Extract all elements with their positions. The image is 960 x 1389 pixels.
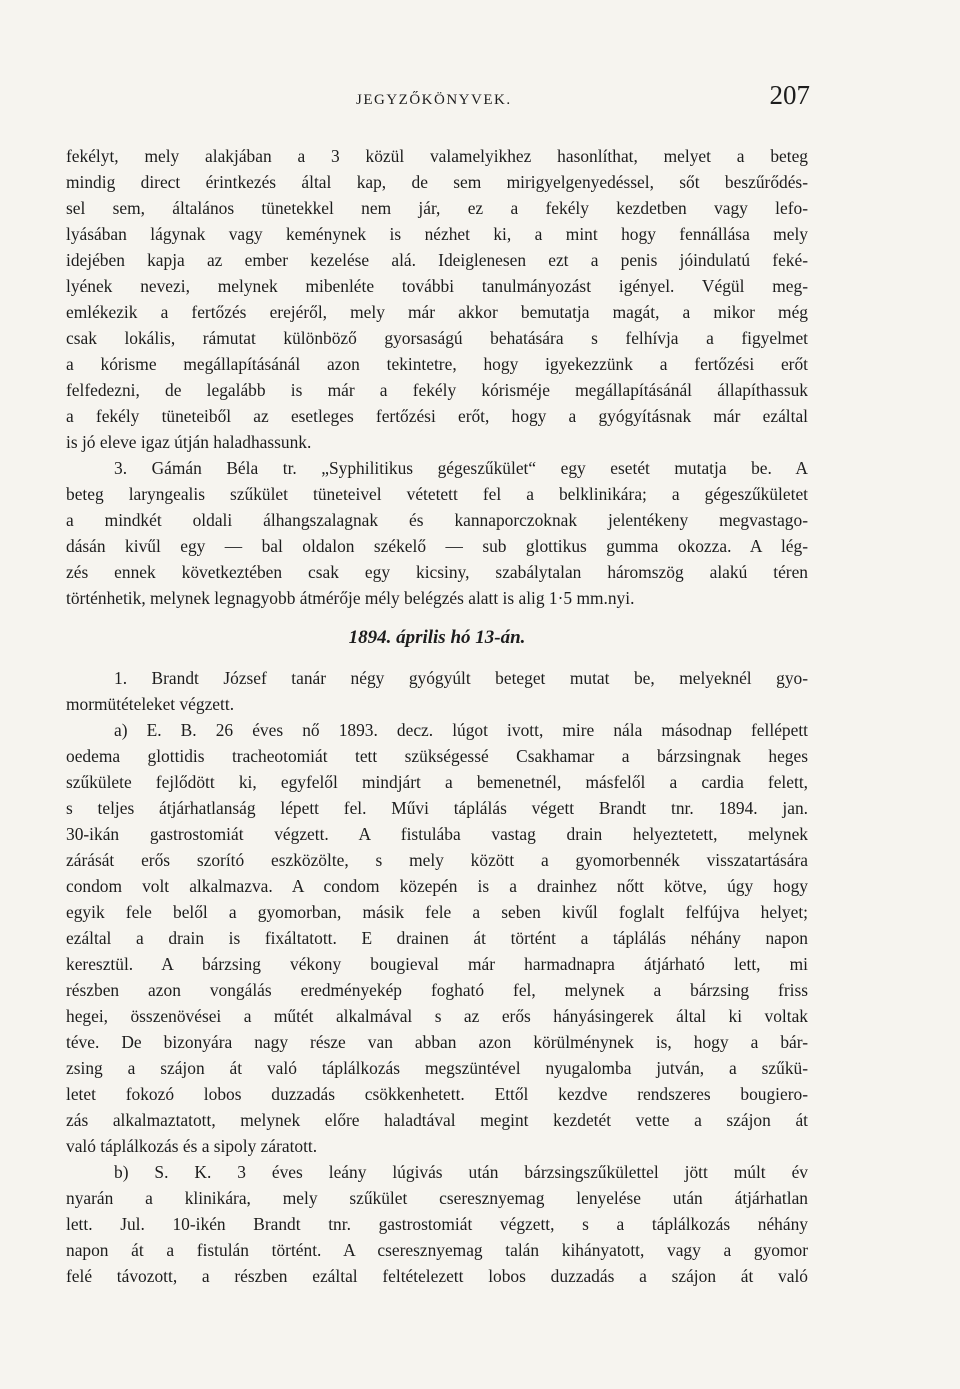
text-line: ezáltal a drain is fixáltatott. E drainen át történt a táplálás néhány napon: [66, 928, 808, 948]
text-line: történhetik, melynek legnagyobb átmérője mély belégzés alatt is alig 1·5 mm.nyi.: [66, 588, 635, 608]
text-line: a fekély tüneteiből az esetleges fertőzési erőt, hogy a gyógyításnak már ezáltal: [66, 406, 808, 426]
text-line: nyarán a klinikára, mely szűkület cseresznyemag lenyelése után átjárhatlan: [66, 1188, 808, 1208]
text-line: mindig direct érintkezés által kap, de sem mirigyelgenyedéssel, sőt beszűrődés-: [66, 172, 808, 192]
text-line: lyének nevezi, melynek mibenléte további tanulmányozást igényel. Végül meg-: [66, 276, 808, 296]
text-line: részben azon vongálás eredményekép fogható fel, melynek a bárzsing friss: [66, 980, 808, 1000]
text-line: egyik fele belől a gyomorban, másik fele a seben kivűl foglalt felfújva helyet;: [66, 902, 808, 922]
text-line: dásán kivűl egy — bal oldalon székelő — sub glottikus gumma okozza. A lég-: [66, 536, 808, 556]
running-head: JEGYZŐKÖNYVEK.: [356, 92, 512, 108]
text-line: 30-ikán gastrostomiát végzett. A fistulába vastag drain helyeztetett, melynek: [66, 824, 808, 844]
body-text: [66, 143, 808, 1289]
text-line: letet fokozó lobos duzzadás csökkenhetett. Ettől kezdve rendszeres bougiero-: [66, 1084, 808, 1104]
spacer: [66, 651, 808, 665]
text-line: 3. Gámán Béla tr. „Syphilitikus gégeszűkület“ egy esetét mutatja be. A: [114, 458, 808, 478]
text-line: emlékezik a fertőzés erejéről, mely már akkor bemutatja magát, a mikor még: [66, 302, 808, 322]
text-line: zás alkalmaztatott, melynek előre haladtával megint kezdetét vette a szájon át: [66, 1110, 808, 1130]
text-line: csak lokális, rámutat különböző gyorsaságú behatására s felhívja a figyelmet: [66, 328, 808, 348]
text-line: zárását erős szorító eszközölte, s mely között a gyomorbennék visszatartására: [66, 850, 808, 870]
text-line: való táplálkozás és a sipoly záratott.: [66, 1136, 318, 1156]
text-line: lett. Jul. 10-ikén Brandt tnr. gastrostomiát végzett, s a táplálkozás néhány: [66, 1214, 808, 1234]
page-header: [66, 80, 810, 122]
text-line: napon át a fistulán történt. A cseresznyemag talán kihányatott, vagy a gyomor: [66, 1240, 808, 1260]
text-line: s teljes átjárhatlanság lépett fel. Művi táplálás végett Brandt tnr. 1894. jan.: [66, 798, 808, 818]
text-line: idejében kapja az ember kezelése alá. Ideiglenesen ezt a penis jóindulatú feké-: [66, 250, 808, 270]
text-line: b) S. K. 3 éves leány lúgivás után bárzsingszűkülettel jött múlt év: [114, 1162, 808, 1182]
text-line: hegei, összenövései a műtét alkalmával s az erős hányásingerek által ki voltak: [66, 1006, 808, 1026]
text-line: beteg laryngealis szűkület tüneteivel vétetett fel a belklinikára; a gégeszűkületet: [66, 484, 808, 504]
spacer: [66, 611, 808, 625]
text-line: felé távozott, a részben ezáltal feltételezett lobos duzzadás a szájon át való: [66, 1266, 808, 1286]
text-line: felfedezni, de legalább is már a fekély kórisméje megállapításánál állapíthassuk: [66, 380, 808, 400]
text-line: 1. Brandt József tanár négy gyógyúlt beteget mutat be, melyeknél gyo-: [114, 668, 808, 688]
text-line: a mindkét oldali álhangszalagnak és kannaporczoknak jelentékeny megvastago-: [66, 510, 808, 530]
page-number: 207: [769, 80, 810, 110]
text-line: zsing a szájon át való táplálkozás megszüntével nyugalomba jutván, a szűkü-: [66, 1058, 808, 1078]
text-line: sel sem, általános tünetekkel nem jár, ez a fekély kezdetben vagy lefo-: [66, 198, 808, 218]
text-line: is jó eleve igaz útján haladhassunk.: [66, 432, 312, 452]
text-line: condom volt alkalmazva. A condom közepén is a drainhez nőtt kötve, úgy hogy: [66, 876, 808, 896]
text-line: a) E. B. 26 éves nő 1893. decz. lúgot ivott, mire nála másodnap fellépett: [114, 720, 808, 740]
text-line: keresztül. A bárzsing vékony bougieval már harmadnapra átjárható lett, mi: [66, 954, 808, 974]
text-line: fekélyt, mely alakjában a 3 közül valamelyikhez hasonlíthat, melyet a beteg: [66, 146, 808, 166]
text-line: oedema glottidis tracheotomiát tett szükségessé Csakhamar a bárzsingnak heges: [66, 746, 808, 766]
text-line: szűkülete fejlődött ki, egyfelől mindjárt a bemenetnél, másfelől a cardia felett,: [66, 772, 808, 792]
text-line: zés ennek következtében csak egy kicsiny, szabálytalan háromszög alakú téren: [66, 562, 808, 582]
text-line: téve. De bizonyára nagy része van abban azon körülménynek is, hogy a bár-: [66, 1032, 808, 1052]
section-date-heading: 1894. április hó 13-án.: [348, 627, 526, 648]
text-line: lyásában lágynak vagy keménynek is nézhet ki, a mint hogy fennállása mely: [66, 224, 808, 244]
text-line: mormütételeket végzett.: [66, 694, 235, 714]
text-line: a kórisme megállapításánál azon tekintetre, hogy igyekezzünk a fertőzési erőt: [66, 354, 808, 374]
